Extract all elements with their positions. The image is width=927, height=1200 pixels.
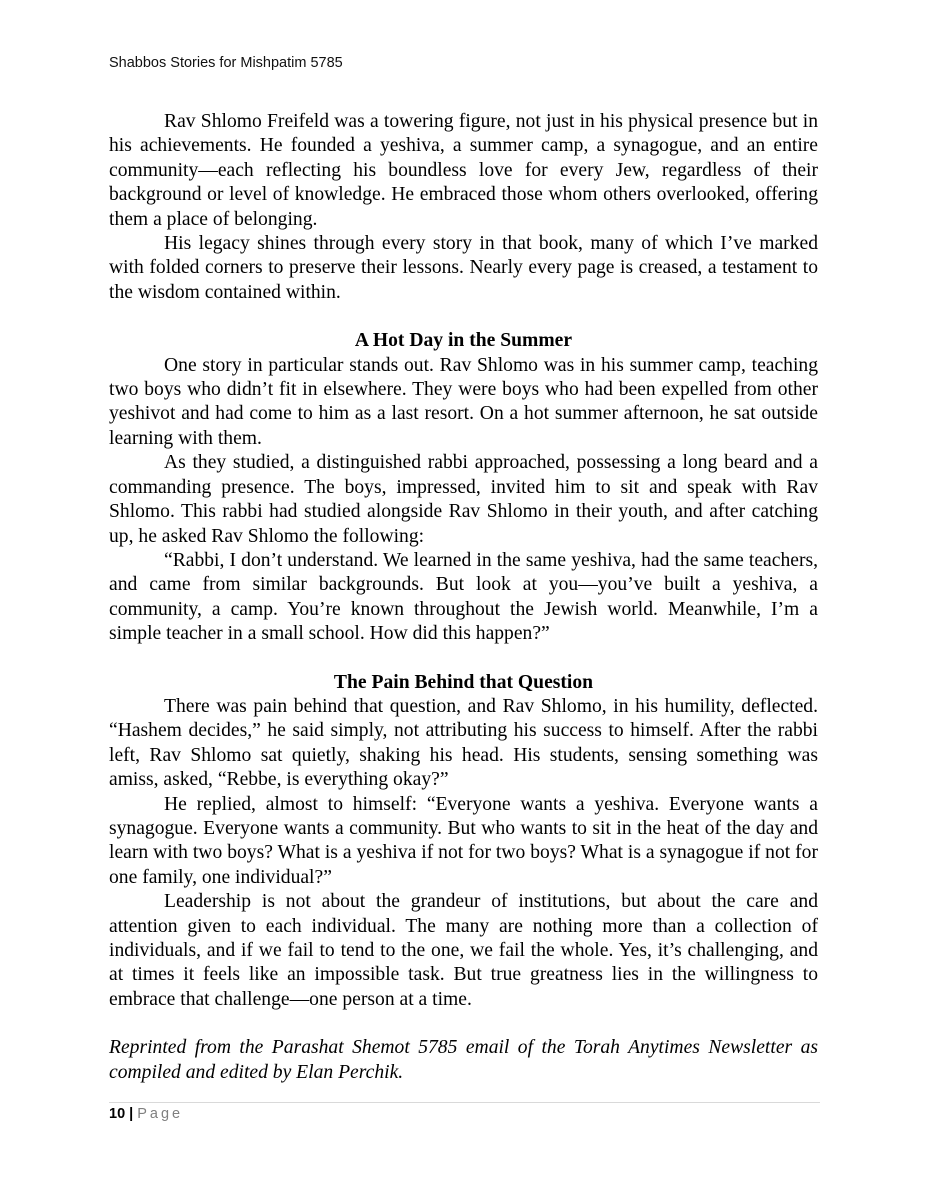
paragraph: As they studied, a distinguished rabbi approached, possessing a long beard and a commanding presence. The boys, impressed, invited him to sit and speak with Rav Shlomo. This rabbi had studied alongside Rav Shlomo in their youth, and after catching up, he asked Rav Shlomo the following: bbox=[109, 452, 818, 547]
paragraph: Leadership is not about the grandeur of institutions, but about the care and attention given to each individual. The many are nothing more than a collection of individuals, and if we fail to tend to the one, we fail the whole. Yes, it’s challenging, and at times it feels like an impossible task. But true greatness lies in the willingness to embrace that challenge—one person at a time. bbox=[109, 891, 818, 1010]
paragraph: He replied, almost to himself: “Everyone wants a yeshiva. Everyone wants a synagogue. Everyone wants a community. But who wants to sit in the heat of the day and learn with two boys? What is a yeshiva if not for two boys? What is a synagogue if not for one family, one individual?” bbox=[109, 793, 818, 888]
page-number: 10 bbox=[109, 1106, 126, 1122]
page-label: Page bbox=[137, 1106, 184, 1122]
page-footer bbox=[109, 1106, 183, 1122]
paragraph: Rav Shlomo Freifeld was a towering figure, not just in his physical presence but in his achievements. He founded a yeshiva, a summer camp, a synagogue, and an entire community—each reflecting his boundless love for every Jew, regardless of their background or level of knowledge. He embraced those whom others overlooked, offering them a place of belonging. bbox=[109, 111, 818, 230]
footer-divider bbox=[109, 1102, 820, 1103]
reprint-credit: Reprinted from the Parashat Shemot 5785 email of the Torah Anytimes Newsletter as compiled and edited by Elan Perchik. bbox=[109, 1037, 818, 1083]
section-heading: The Pain Behind that Question bbox=[333, 671, 594, 693]
paragraph: One story in particular stands out. Rav Shlomo was in his summer camp, teaching two boys who didn’t fit in elsewhere. They were boys who had been expelled from other yeshivot and had come to him as a last resort. On a hot summer afternoon, he sat outside learning with them. bbox=[109, 354, 818, 449]
article-body bbox=[109, 110, 818, 1085]
paragraph: “Rabbi, I don’t understand. We learned in the same yeshiva, had the same teachers, and came from similar backgrounds. But look at you—you’ve built a yeshiva, a community, a camp. You’re known throughout the Jewish world. Meanwhile, I’m a simple teacher in a small school. How did this happen?” bbox=[109, 549, 818, 645]
paragraph: His legacy shines through every story in that book, many of which I’ve marked with folded corners to preserve their lessons. Nearly every page is creased, a testament to the wisdom contained within. bbox=[109, 233, 818, 303]
running-header: Shabbos Stories for Mishpatim 5785 bbox=[109, 55, 343, 71]
section-heading: A Hot Day in the Summer bbox=[354, 330, 573, 352]
footer-separator: | bbox=[129, 1106, 134, 1122]
paragraph: There was pain behind that question, and Rav Shlomo, in his humility, deflected. “Hashem decides,” he said simply, not attributing his success to himself. After the rabbi left, Rav Shlomo sat quietly, shaking his head. His students, sensing something was amiss, asked, “Rebbe, is everything okay?” bbox=[109, 695, 818, 791]
